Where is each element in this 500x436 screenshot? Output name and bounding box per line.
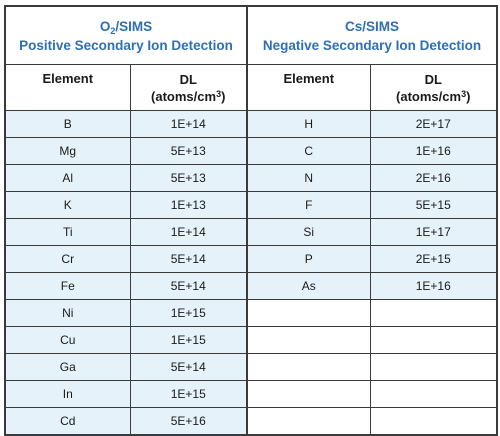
right-dl-cell xyxy=(370,354,497,381)
o2-sims-title-cell xyxy=(5,6,247,65)
left-element-cell: Cd xyxy=(5,408,130,436)
table-row xyxy=(5,408,497,436)
table-row xyxy=(5,165,497,192)
left-dl-cell: 1E+15 xyxy=(130,300,247,327)
table-row xyxy=(5,381,497,408)
right-dl-cell: 2E+17 xyxy=(370,111,497,138)
right-dl-cell xyxy=(370,408,497,436)
left-element-cell: B xyxy=(5,111,130,138)
cs-sims-subtitle: Negative Secondary Ion Detection xyxy=(262,37,482,53)
left-dl-unit-sup: 3 xyxy=(216,88,222,99)
table-row xyxy=(5,138,497,165)
left-dl-cell: 1E+15 xyxy=(130,381,247,408)
right-element-cell: C xyxy=(247,138,370,165)
left-dl-unit xyxy=(131,88,247,105)
right-element-cell: Si xyxy=(247,219,370,246)
right-element-cell xyxy=(247,354,370,381)
left-dl-cell: 1E+13 xyxy=(130,192,247,219)
right-element-cell: P xyxy=(247,246,370,273)
title-row xyxy=(5,6,497,65)
left-dl-cell: 5E+13 xyxy=(130,138,247,165)
left-element-cell: Cu xyxy=(5,327,130,354)
table-row xyxy=(5,192,497,219)
table-body xyxy=(5,111,497,436)
left-element-cell: Ga xyxy=(5,354,130,381)
o2-title-suffix: /SIMS xyxy=(115,18,153,34)
left-element-cell: Cr xyxy=(5,246,130,273)
right-dl-cell: 2E+16 xyxy=(370,165,497,192)
right-dl-cell: 2E+15 xyxy=(370,246,497,273)
right-dl-cell: 5E+15 xyxy=(370,192,497,219)
table-row xyxy=(5,246,497,273)
left-dl-cell: 5E+16 xyxy=(130,408,247,436)
left-dl-cell: 1E+14 xyxy=(130,219,247,246)
left-element-cell: In xyxy=(5,381,130,408)
right-element-cell xyxy=(247,408,370,436)
right-element-cell xyxy=(247,300,370,327)
detection-limits-table xyxy=(4,5,498,436)
o2-title-prefix: O xyxy=(99,18,111,34)
left-element-cell: Mg xyxy=(5,138,130,165)
column-header-row xyxy=(5,65,497,111)
table-row xyxy=(5,354,497,381)
right-element-cell: N xyxy=(247,165,370,192)
left-dl-unit-suffix: ) xyxy=(221,88,226,104)
right-element-cell: As xyxy=(247,273,370,300)
table-row xyxy=(5,111,497,138)
cs-sims-title: Cs/SIMS xyxy=(344,18,399,34)
left-dl-cell: 5E+14 xyxy=(130,354,247,381)
left-dl-cell: 1E+14 xyxy=(130,111,247,138)
cs-sims-title-cell xyxy=(247,6,497,65)
right-element-cell: F xyxy=(247,192,370,219)
left-element-cell: Al xyxy=(5,165,130,192)
table-row xyxy=(5,300,497,327)
right-dl-unit-suffix: ) xyxy=(466,88,471,104)
left-element-cell: Ni xyxy=(5,300,130,327)
right-element-cell xyxy=(247,381,370,408)
right-dl-header xyxy=(370,65,497,111)
left-dl-header-label: DL xyxy=(179,71,197,87)
right-element-cell xyxy=(247,327,370,354)
table-row xyxy=(5,219,497,246)
right-dl-cell xyxy=(370,327,497,354)
o2-sims-title xyxy=(6,17,246,36)
right-dl-unit-prefix: (atoms/cm xyxy=(396,88,462,104)
right-dl-unit-sup: 3 xyxy=(461,88,467,99)
table-row xyxy=(5,273,497,300)
right-dl-cell xyxy=(370,381,497,408)
right-dl-cell: 1E+17 xyxy=(370,219,497,246)
left-dl-header xyxy=(130,65,247,111)
left-dl-cell: 1E+15 xyxy=(130,327,247,354)
left-element-header: Element xyxy=(5,65,130,111)
o2-title-subscript: 2 xyxy=(110,25,116,36)
left-element-cell: Ti xyxy=(5,219,130,246)
left-dl-unit-prefix: (atoms/cm xyxy=(151,88,217,104)
right-dl-header-label: DL xyxy=(424,71,442,87)
left-element-cell: K xyxy=(5,192,130,219)
right-dl-cell: 1E+16 xyxy=(370,138,497,165)
left-dl-cell: 5E+14 xyxy=(130,273,247,300)
right-element-cell: H xyxy=(247,111,370,138)
right-element-header: Element xyxy=(247,65,370,111)
left-element-cell: Fe xyxy=(5,273,130,300)
right-dl-unit xyxy=(371,88,497,105)
right-dl-cell xyxy=(370,300,497,327)
table-row xyxy=(5,327,497,354)
left-dl-cell: 5E+13 xyxy=(130,165,247,192)
left-dl-cell: 5E+14 xyxy=(130,246,247,273)
o2-sims-subtitle: Positive Secondary Ion Detection xyxy=(19,37,233,53)
right-dl-cell: 1E+16 xyxy=(370,273,497,300)
